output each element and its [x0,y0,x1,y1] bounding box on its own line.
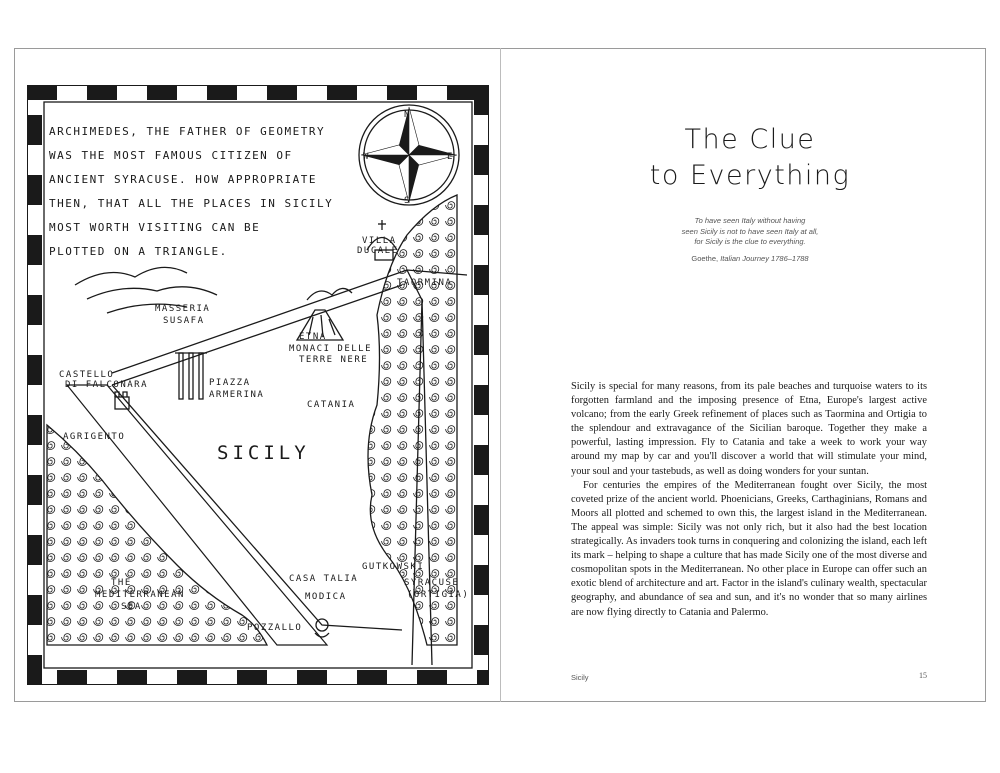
piazza-armerina-columns-icon [175,353,207,399]
svg-text:SEA: SEA [121,602,142,612]
svg-text:CASA TALIA: CASA TALIA [289,574,359,584]
attribution-work: Italian Journey 1786–1788 [720,254,809,263]
compass-rose-icon [359,105,459,206]
epigraph-line: seen Sicily is not to have seen Italy at all, [681,226,819,236]
svg-text:PIAZZA: PIAZZA [209,378,251,388]
svg-text:E: E [447,152,454,162]
svg-text:MEDITERRANEAN: MEDITERRANEAN [95,590,185,600]
svg-text:SYRACUSE: SYRACUSE [404,578,460,588]
body-paragraph-2: For centuries the empires of the Mediterranean fought over Sicily, the most coveted prize of the ancient world. Phoenicians, Greeks, Carthaginians, Romans and Moors all plotted and schemed to own this, the largest island in the Mediterranean. The appeal was simple: Sicily was not only rich, but it also had the best location strategically. As invaders took turns in conquering and colonizing the island, each left its mark – helping to shape a culture that has made Sicily one of the most diverse and cosmopolitan spots in the Mediterranean. No other place in Europe can offer such an exotic blend of architecture and art. Factor in the island's culinary wealth, spectacular geography, and abundance of sea and sun, and it's no wonder that so many airlines are now flying directly to Catania and Palermo. [571,479,927,618]
svg-text:CASTELLO: CASTELLO [59,370,115,380]
svg-text:W: W [363,152,370,162]
svg-text:MONACI DELLE: MONACI DELLE [289,344,373,354]
chapter-title [560,122,940,194]
running-footer-section: Sicily [571,673,589,682]
svg-text:AGRIGENTO: AGRIGENTO [63,432,126,442]
svg-text:SICILY: SICILY [217,442,310,464]
svg-text:WAS THE MOST FAMOUS CITIZEN OF: WAS THE MOST FAMOUS CITIZEN OF [49,149,293,162]
attribution-author: Goethe, [691,254,721,263]
svg-text:MOST WORTH VISITING CAN BE: MOST WORTH VISITING CAN BE [49,221,261,234]
svg-text:DUCALE: DUCALE [357,246,399,256]
sicily-map-illustration [27,85,489,685]
svg-text:THE: THE [111,578,132,588]
epigraph-line: for Sicily is the clue to everything. [694,237,806,246]
body-text [571,380,927,620]
svg-text:DI FALCONARA: DI FALCONARA [65,380,149,390]
svg-text:GUTKOWSKI: GUTKOWSKI [362,562,425,572]
svg-text:THEN, THAT ALL THE PLACES IN S: THEN, THAT ALL THE PLACES IN SICILY [49,197,334,210]
svg-text:CATANIA: CATANIA [307,400,356,410]
svg-text:TERRE NERE: TERRE NERE [299,355,369,365]
book-gutter [500,48,501,702]
svg-text:MASSERIA: MASSERIA [155,304,211,314]
epigraph-quote [560,216,940,248]
svg-text:N: N [404,110,411,120]
body-paragraph-1: Sicily is special for many reasons, from its pale beaches and turquoise waters to its forgotten farmland and the imposing presence of Etna, Europe's largest active volcano; from the early Greek refinement of places such as Taormina and Ortigia to the splendour and extravagance of the Sicilian baroque. Together they make a powerful, lasting impression. Fly to Catania and take a week to work your way around my map by car and you'll discover a world that will stimulate your mind, your soul and your tastebuds, as well as doing wonders for your suntan. [571,381,927,477]
epigraph-line: To have seen Italy without having [694,216,806,225]
chapter-title-line-1: The Clue [684,124,816,155]
svg-text:ARMERINA: ARMERINA [209,390,265,400]
svg-text:ANCIENT SYRACUSE. HOW APPROPRI: ANCIENT SYRACUSE. HOW APPROPRIATE [49,173,318,186]
svg-text:ARCHIMEDES, THE FATHER OF GEOM: ARCHIMEDES, THE FATHER OF GEOMETRY [49,125,326,138]
svg-text:TAORMINA: TAORMINA [397,278,453,288]
svg-text:VILLA: VILLA [362,236,397,246]
page-number: 15 [919,671,927,680]
svg-text:S: S [404,196,411,206]
epigraph-attribution [560,254,940,263]
chapter-title-line-2: to Everything [649,160,851,191]
svg-text:ETNA: ETNA [299,332,327,342]
modica-icon [315,619,329,637]
svg-text:PLOTTED ON A TRIANGLE.: PLOTTED ON A TRIANGLE. [49,245,228,258]
svg-text:MODICA: MODICA [305,592,347,602]
map-intro-text [49,125,333,258]
svg-text:SUSAFA: SUSAFA [163,316,205,326]
svg-text:(ORTIGIA): (ORTIGIA) [407,590,470,600]
svg-text:POZZALLO: POZZALLO [247,623,303,633]
